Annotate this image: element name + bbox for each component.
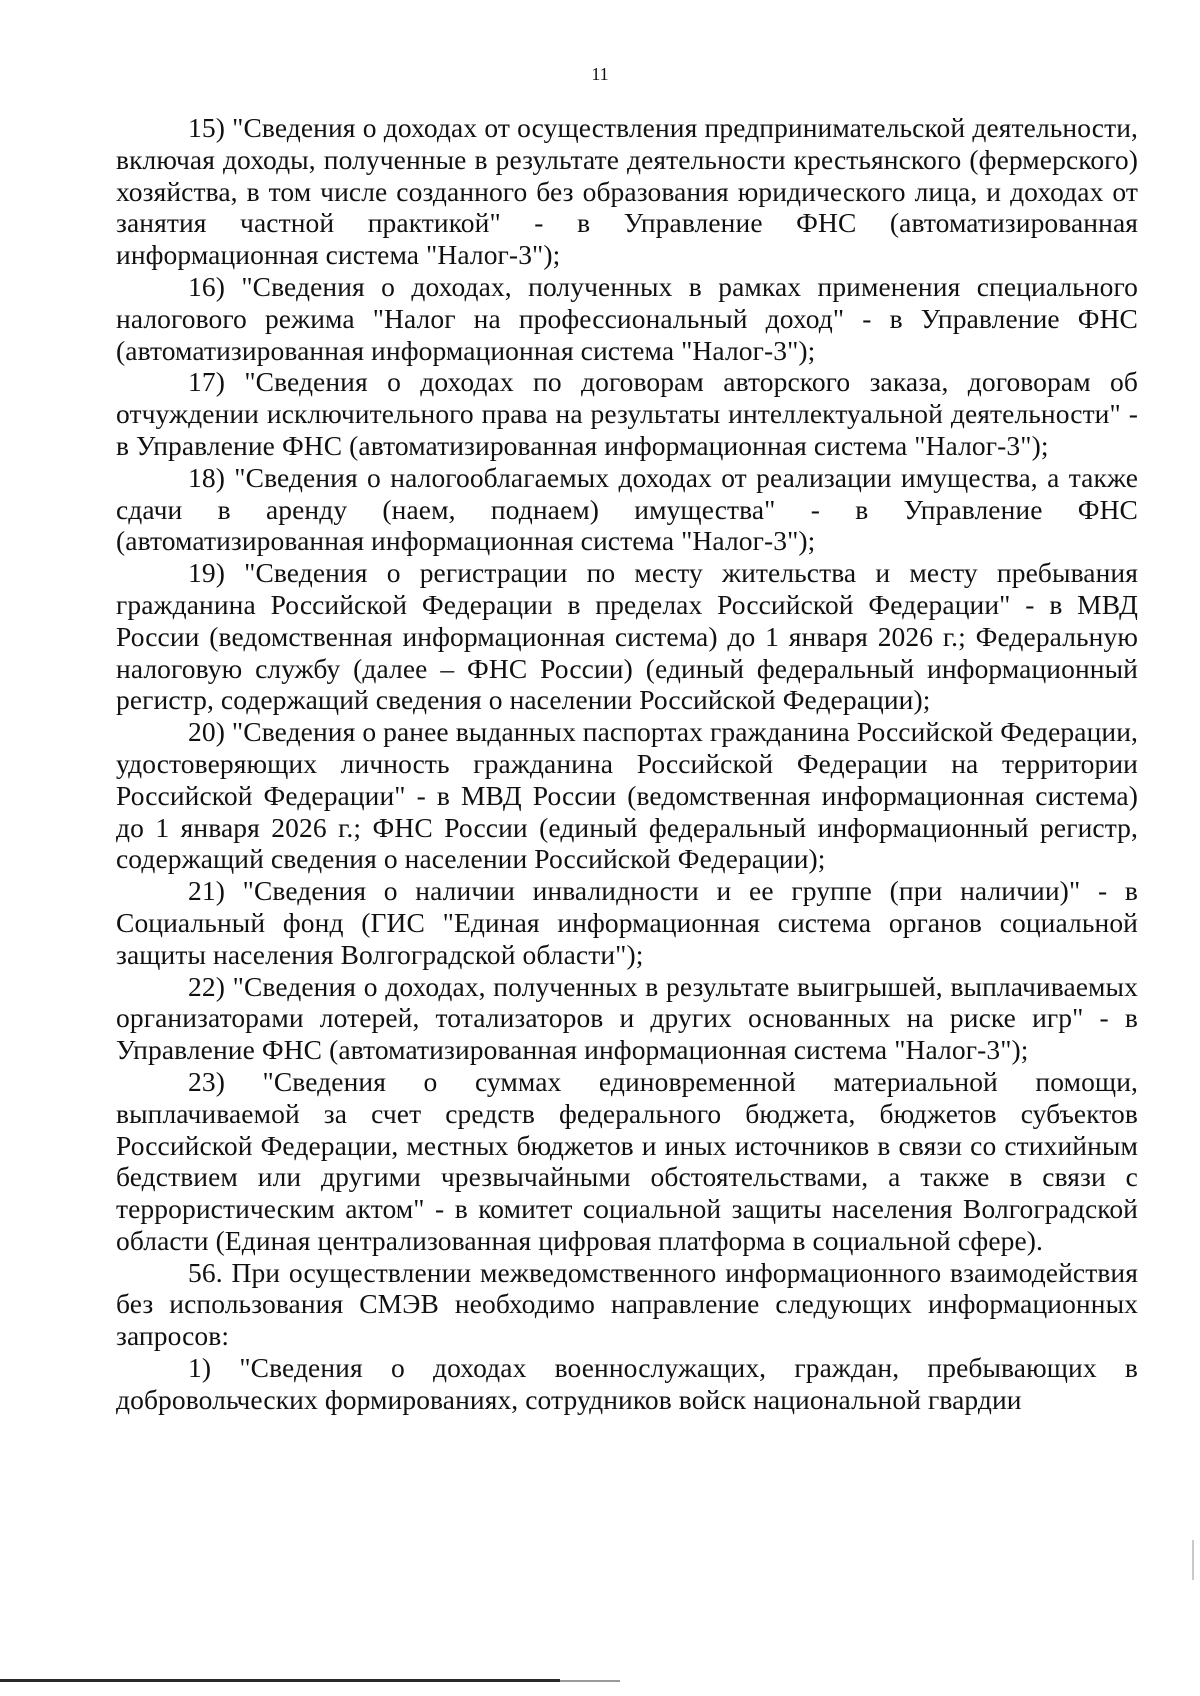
paragraph-item-22: 22) "Сведения о доходах, полученных в результате выигрышей, выплачиваемых организаторами лотерей, тотализаторов и других основанных на риске игр" - в Управление ФНС (автоматизированная информационная система "Налог-3");: [116, 970, 1138, 1066]
paragraph-item-15: 15) "Сведения о доходах от осуществления предпринимательской деятельности, включая доходы, полученные в результате деятельности крестьянского (фермерского) хозяйства, в том числе созданного без образования юридического лица, и доходах от занятия частной практикой" - в Управление ФНС (автоматизированная информационная система "Налог-3");: [116, 112, 1138, 271]
paragraph-section-56: 56. При осуществлении межведомственного информационного взаимодействия без использования СМЭВ необходимо направление следующих информационных запросов:: [116, 1256, 1138, 1352]
document-body: [116, 112, 1138, 1416]
paragraph-item-21: 21) "Сведения о наличии инвалидности и ее группе (при наличии)" - в Социальный фонд (ГИС "Единая информационная система органов социальной защиты населения Волгоградской области");: [116, 875, 1138, 970]
paragraph-item-19: 19) "Сведения о регистрации по месту жительства и месту пребывания гражданина Российской Федерации в пределах Российской Федерации" - в МВД России (ведомственная информационная система) до 1 января 2026 г.; Федеральную налоговую службу (далее – ФНС России) (единый федеральный информационный регистр, содержащий сведения о населении Российской Федерации);: [116, 557, 1138, 716]
bottom-scan-line-faint: [560, 1680, 620, 1682]
paragraph-item-18: 18) "Сведения о налогооблагаемых доходах от реализации имущества, а также сдачи в аренду (наем, поднаем) имущества" - в Управление ФНС (автоматизированная информационная система "Налог-3");: [116, 461, 1138, 557]
scan-edge-mark: [1192, 1540, 1194, 1580]
paragraph-item-23: 23) "Сведения о суммах единовременной материальной помощи, выплачиваемой за счет средств федерального бюджета, бюджетов субъектов Российской Федерации, местных бюджетов и иных источников в связи со стихийным бедствием или другими чрезвычайными обстоятельствами, а также в связи с террористическим актом" - в комитет социальной защиты населения Волгоградской области (Единая централизованная цифровая платформа в социальной сфере).: [116, 1065, 1138, 1256]
page-number: 11: [591, 64, 609, 84]
paragraph-item-20: 20) "Сведения о ранее выданных паспортах гражданина Российской Федерации, удостоверяющих личность гражданина Российской Федерации на территории Российской Федерации" - в МВД России (ведомственная информационная система) до 1 января 2026 г.; ФНС России (единый федеральный информационный регистр, содержащий сведения о населении Российской Федерации);: [116, 716, 1138, 875]
bottom-scan-line: [0, 1679, 560, 1682]
paragraph-subitem-1: 1) "Сведения о доходах военнослужащих, граждан, пребывающих в добровольческих формированиях, сотрудников войск национальной гвардии: [116, 1352, 1138, 1415]
paragraph-item-16: 16) "Сведения о доходах, полученных в рамках применения специального налогового режима "Налог на профессиональный доход" - в Управление ФНС (автоматизированная информационная система "Налог-3");: [116, 270, 1138, 366]
paragraph-item-17: 17) "Сведения о доходах по договорам авторского заказа, договорам об отчуждении исключительного права на результаты интеллектуальной деятельности" - в Управление ФНС (автоматизированная информационная система "Налог-3");: [116, 366, 1138, 461]
